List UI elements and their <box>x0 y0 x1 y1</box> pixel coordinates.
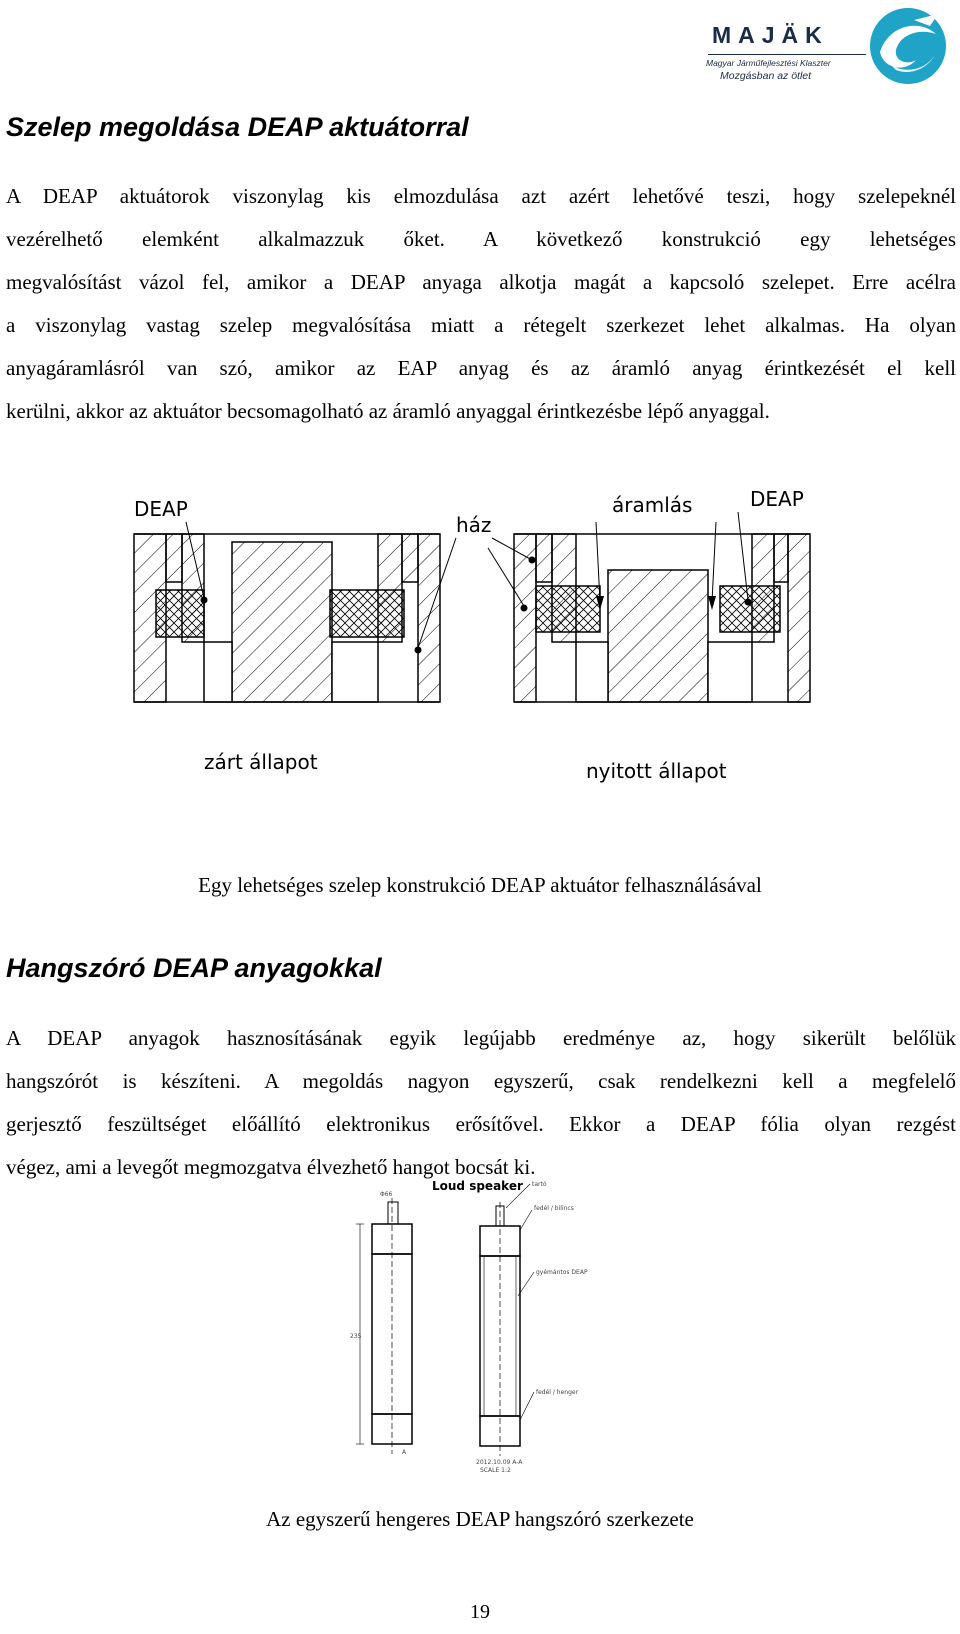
paragraph-speaker <box>6 1017 956 1189</box>
text-line: végez, ami a levegőt megmozgatva élvezhető hangot bocsát ki. <box>6 1155 536 1179</box>
paragraph-valve <box>6 175 956 433</box>
text-line: A DEAP aktuátorok viszonylag kis elmozdulása azt azért lehetővé teszi, hogy szelepeknél <box>6 184 956 208</box>
section-heading-valve: Szelep megoldása DEAP aktuátorral <box>6 112 469 142</box>
figure-caption-valve: Egy lehetséges szelep konstrukció DEAP aktuátor felhasználásával <box>198 873 762 897</box>
label-closed-state: zárt állapot <box>204 750 318 774</box>
text-line: vezérelhető elemként alkalmazzuk őket. A következő konstrukció egy lehetséges <box>6 227 956 251</box>
speaker-dim-diameter: Φ66 <box>380 1191 393 1198</box>
label-deap-left: DEAP <box>134 497 188 521</box>
speaker-stamp-scale: SCALE 1:2 <box>480 1467 511 1474</box>
label-deap-right: DEAP <box>750 488 804 511</box>
speaker-label-holder: tartó <box>532 1181 547 1188</box>
speaker-dim-length: 235 <box>350 1333 362 1340</box>
text-line: kerülni, akkor az aktuátor becsomagolható az áramló anyaggal érintkezésbe lépő anyaggal. <box>6 399 770 423</box>
speaker-label-cylinder: fedél / henger <box>536 1389 579 1396</box>
cluster-logo <box>700 4 956 90</box>
speaker-drawing-title: Loud speaker <box>432 1179 523 1193</box>
logo-slogan: Mozgásban az ötlet <box>720 70 812 82</box>
loudspeaker-drawing <box>320 1176 620 1476</box>
logo-divider <box>708 54 866 55</box>
speaker-stamp-date: 2012.10.09 A-A <box>476 1459 523 1466</box>
section-heading-speaker: Hangszóró DEAP anyagokkal <box>6 953 382 983</box>
text-line: a viszonylag vastag szelep megvalósítása miatt a rétegelt szerkezet lehet alkalmas. Ha olyan <box>6 313 956 337</box>
speaker-label-cap: fedél / bilincs <box>534 1205 574 1212</box>
text-line: anyagáramlásról van szó, amikor az EAP anyag és az áramló anyag érintkezését el kell <box>6 356 956 380</box>
swirl-emblem-icon <box>866 4 950 88</box>
speaker-label-deap: gyémántos DEAP <box>536 1269 588 1276</box>
label-aramlas: áramlás <box>612 493 693 517</box>
speaker-section-view <box>480 1184 534 1456</box>
label-haz: ház <box>456 513 492 537</box>
text-line: gerjesztő feszültséget előállító elektronikus erősítővel. Ekkor a DEAP fólia olyan rezgést <box>6 1112 956 1136</box>
figure-caption-speaker: Az egyszerű hengeres DEAP hangszóró szerkezete <box>266 1507 694 1531</box>
page-number: 19 <box>470 1601 490 1623</box>
closed-valve-drawing <box>134 522 456 702</box>
label-open-state: nyitott állapot <box>586 759 727 783</box>
valve-diagram <box>120 488 860 833</box>
text-line: hangszórót is készíteni. A megoldás nagyon egyszerű, csak rendelkezni kell a megfelelő <box>6 1069 956 1093</box>
text-line: megvalósítást vázol fel, amikor a DEAP anyaga alkotja magát a kapcsoló szelepet. Erre acélra <box>6 270 956 294</box>
speaker-side-view <box>356 1198 412 1454</box>
speaker-dim-ref: A <box>402 1449 407 1456</box>
open-valve-drawing <box>488 512 810 702</box>
logo-subtitle: Magyar Járműfejlesztési Klaszter <box>706 58 831 68</box>
text-line: A DEAP anyagok hasznosításának egyik legújabb eredménye az, hogy sikerült belőlük <box>6 1026 956 1050</box>
logo-title: MAJÄK <box>712 22 829 48</box>
